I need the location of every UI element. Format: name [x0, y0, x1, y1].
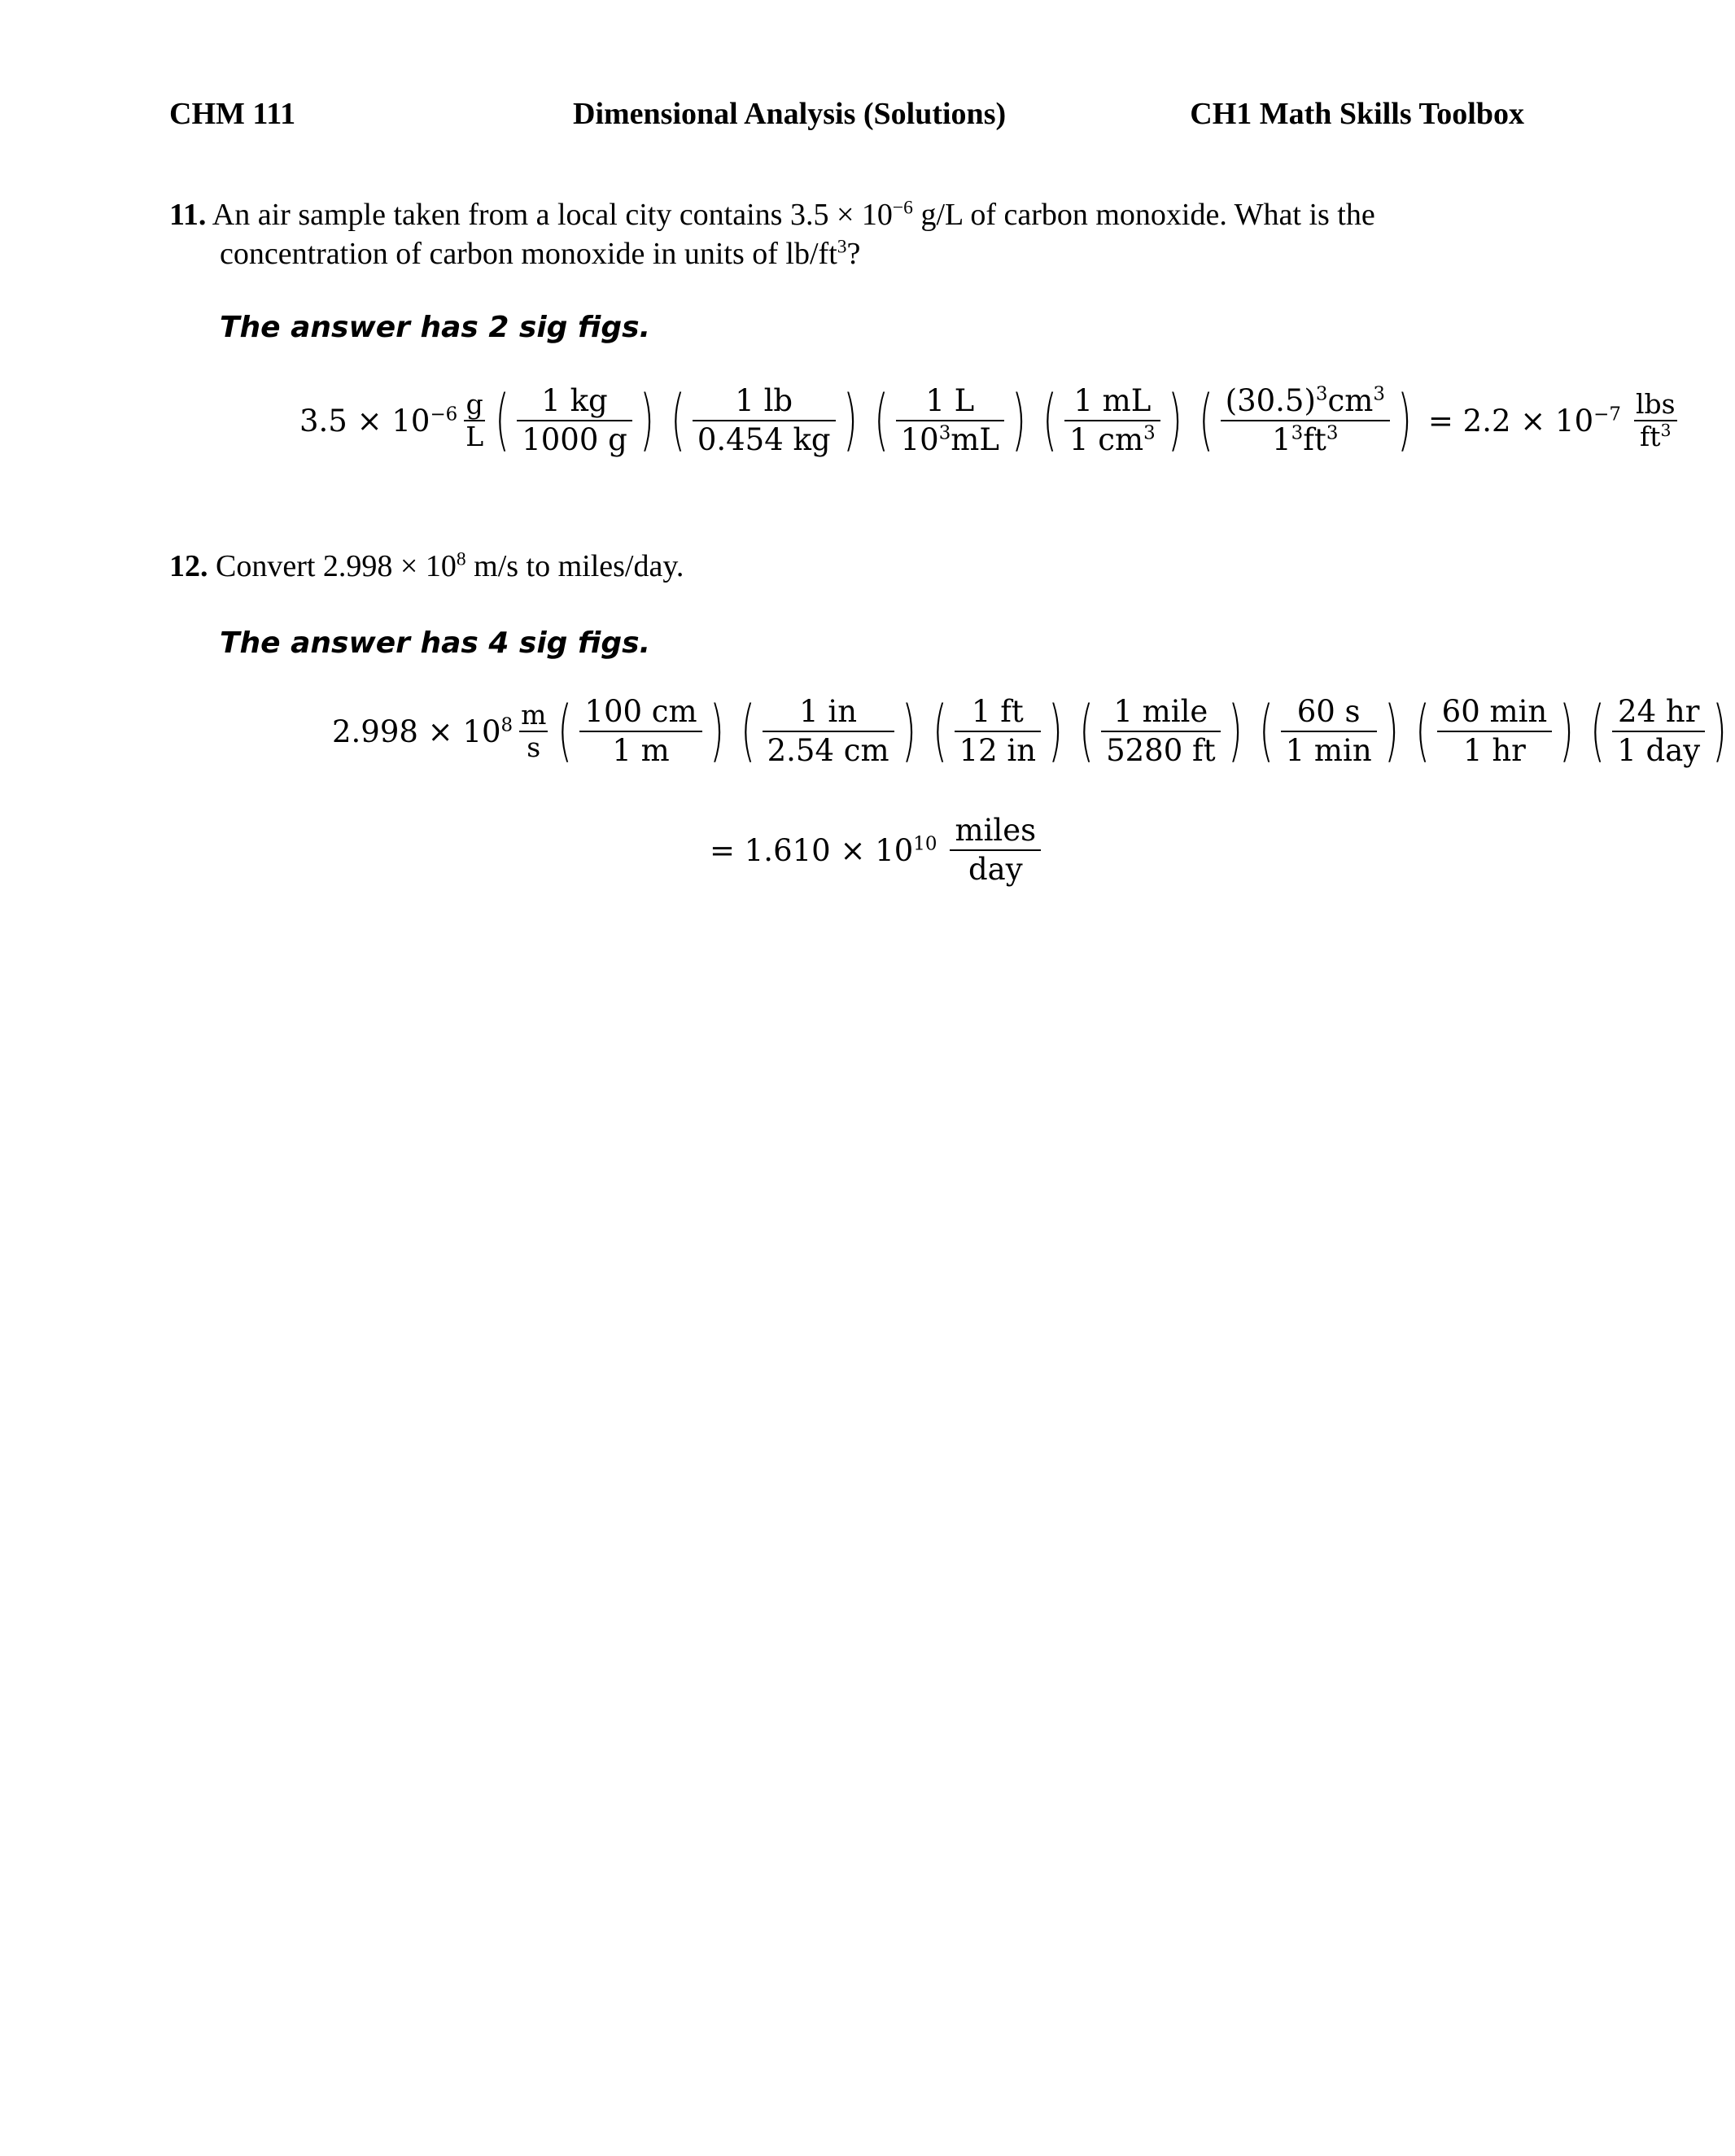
document-title: Dimensional Analysis (Solutions): [573, 97, 1007, 131]
equation-q11: [295, 382, 1679, 459]
conversion-factor: ( $\frac{(30.5)^3cm^3}{1^3ft^3}$ ): [1198, 382, 1412, 459]
conversion-factor: ( $\frac{1 L}{10^3mL}$ ): [873, 382, 1026, 459]
start-value: $3.5 \times 10^{-6}$: [299, 403, 458, 439]
conversion-factor: ( $\frac{1 mL}{1 cm^3}$ ): [1042, 382, 1182, 459]
exponent: 3: [837, 236, 847, 258]
question-12: [169, 547, 1455, 586]
unit-fraction: $\frac{g}{L}$: [465, 388, 484, 452]
question-number: 12.: [169, 549, 208, 583]
question-11: [169, 195, 1455, 273]
sig-fig-note: The answer has 2 sig figs.: [220, 311, 651, 344]
question-text: g/L of carbon monoxide. What is the: [912, 198, 1375, 232]
question-text: ?: [846, 237, 861, 271]
question-text: Convert 2.998 × 10: [208, 549, 457, 583]
equation-q12: [327, 693, 1735, 770]
equation-q12-result: [701, 812, 1042, 888]
page-header: [169, 96, 1524, 137]
course-code: CHM 111: [169, 97, 296, 131]
conversion-factor: ( $\frac{60 s}{1 \min}$ ): [1258, 692, 1399, 770]
start-value: $2.998 \times 10^8$: [332, 714, 514, 749]
toolbox-title: CH1 Math Skills Toolbox: [1190, 97, 1524, 131]
result-value: = $1.610 \times 10^{10}$: [710, 832, 937, 868]
conversion-factor: ( $\frac{60 \min}{1 hr}$ ): [1414, 692, 1575, 770]
conversion-factor: ( $\frac{1 ft}{12 in}$ ): [932, 692, 1063, 770]
conversion-factor: ( $\frac{24 hr}{\text{1 day}}$ ): [1590, 692, 1728, 770]
result-unit: $\frac{\text{lbs}}{ft^3}$: [1635, 388, 1676, 452]
conversion-factor: ( $\frac{\text{1 mile}}{5280 ft}$ ): [1079, 692, 1243, 770]
question-text: concentration of carbon monoxide in units of lb/ft: [220, 237, 837, 271]
question-number: 11.: [169, 198, 207, 232]
sig-fig-note: The answer has 4 sig figs.: [220, 626, 651, 660]
exponent: −6: [892, 197, 913, 219]
result-value: = $2.2 \times 10^{-7}$: [1427, 403, 1621, 439]
question-text: m/s to miles/day.: [465, 549, 684, 583]
conversion-factor: ( $\frac{1 lb}{0.454 kg}$ ): [671, 382, 858, 459]
result-unit: $\frac{\text{miles}}{\text{day}}$: [950, 812, 1041, 888]
conversion-factor: ( $\frac{1 kg}{1000 g}$ ): [495, 382, 654, 459]
exponent: 8: [456, 548, 466, 570]
conversion-factor: ( $\frac{100 cm}{1 m}$ ): [557, 692, 724, 770]
question-text: An air sample taken from a local city contains 3.5 × 10: [206, 198, 893, 232]
conversion-factor: ( $\frac{1 in}{2.54 cm}$ ): [740, 692, 916, 770]
unit-fraction: $\frac{m}{s}$: [521, 699, 547, 763]
